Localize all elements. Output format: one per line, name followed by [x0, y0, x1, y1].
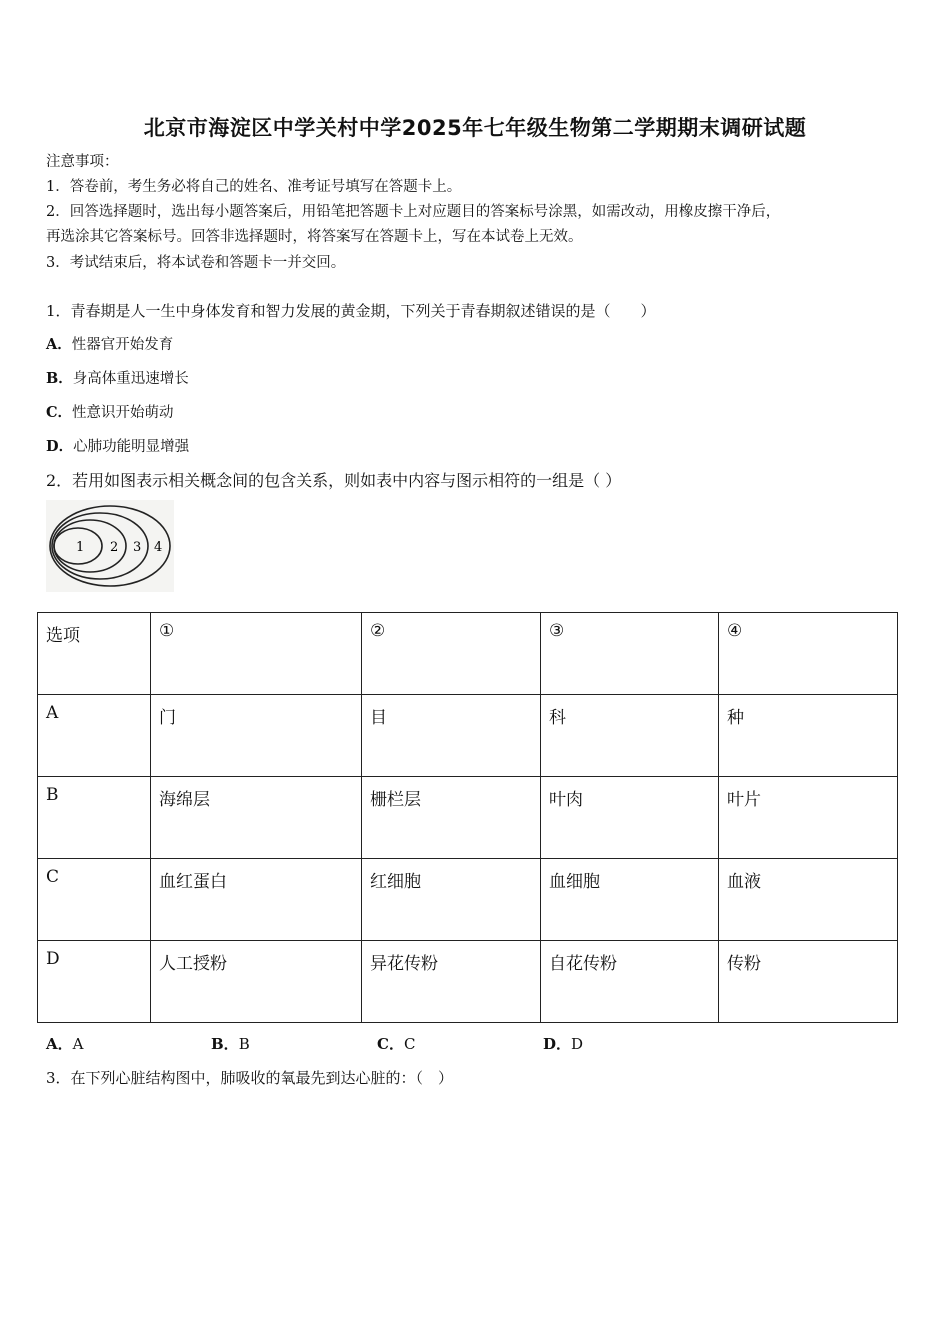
- table-cell: B: [38, 777, 151, 859]
- table-cell: 叶片: [719, 777, 898, 859]
- notice-item: 1．答卷前，考生务必将自己的姓名、准考证号填写在答题卡上。: [46, 179, 462, 195]
- table-header-cell: ④: [719, 613, 898, 695]
- question-1-option-c: [46, 403, 174, 423]
- table-cell: 血液: [719, 859, 898, 941]
- table-cell: C: [38, 859, 151, 941]
- diagram-label-2: 2: [110, 540, 119, 555]
- table-row: [38, 859, 898, 941]
- option-text: 性意识开始萌动: [72, 405, 174, 421]
- option-text: 身高体重迅速增长: [72, 371, 189, 387]
- table-cell: 自花传粉: [541, 941, 719, 1023]
- table-cell: 血细胞: [541, 859, 719, 941]
- option-letter: C．: [46, 404, 73, 421]
- option-letter: C．: [377, 1035, 404, 1053]
- table-header-row: [38, 613, 898, 695]
- diagram-label-3: 3: [133, 540, 142, 555]
- table-cell: 栅栏层: [362, 777, 541, 859]
- page-title: 北京市海淀区中学关村中学2025年七年级生物第二学期期末调研试题: [143, 116, 807, 140]
- table-header-cell: ③: [541, 613, 719, 695]
- table-cell: 海绵层: [151, 777, 362, 859]
- table-cell: 叶肉: [541, 777, 719, 859]
- table-cell: A: [38, 695, 151, 777]
- question-1-option-d: [46, 437, 189, 457]
- question-2-answer-d: [543, 1033, 583, 1054]
- table-header-cell: ①: [151, 613, 362, 695]
- question-2-table: [37, 612, 898, 1023]
- table-cell: 血红蛋白: [151, 859, 362, 941]
- table-row: [38, 777, 898, 859]
- option-text: 性器官开始发育: [71, 337, 174, 353]
- question-3-stem: 3．在下列心脏结构图中，肺吸收的氧最先到达心脏的：（ ）: [46, 1069, 454, 1087]
- table-cell: 人工授粉: [151, 941, 362, 1023]
- question-1-stem: 1．青春期是人一生中身体发育和智力发展的黄金期，下列关于青春期叙述错误的是（ ）: [46, 302, 656, 320]
- option-letter: B．: [211, 1035, 239, 1053]
- table-cell: D: [38, 941, 151, 1023]
- table-header-cell: 选项: [38, 613, 151, 695]
- question-1-option-a: [46, 335, 173, 355]
- option-text: A: [72, 1035, 84, 1053]
- diagram-label-4: 4: [154, 540, 163, 555]
- notice-item: 2．回答选择题时，选出每小题答案后，用铅笔把答题卡上对应题目的答案标号涂黑，如需改动，用橡皮擦干净后，: [46, 204, 781, 220]
- table-row: [38, 695, 898, 777]
- table-cell: 红细胞: [362, 859, 541, 941]
- table-cell: 门: [151, 695, 362, 777]
- notice-heading: 注意事项：: [46, 154, 119, 170]
- notice-item: 再选涂其它答案标号。回答非选择题时，将答案写在答题卡上，写在本试卷上无效。: [46, 229, 583, 245]
- notice-item: 3．考试结束后，将本试卷和答题卡一并交回。: [46, 255, 346, 271]
- option-letter: D．: [46, 438, 74, 455]
- option-letter: B．: [46, 370, 73, 387]
- option-letter: D．: [543, 1035, 572, 1053]
- option-letter: A．: [46, 336, 72, 353]
- option-letter: A．: [46, 1035, 73, 1053]
- option-text: C: [403, 1035, 416, 1053]
- question-2-answer-c: [377, 1033, 415, 1054]
- option-text: D: [571, 1035, 584, 1053]
- table-cell: 种: [719, 695, 898, 777]
- question-2-answer-b: [211, 1033, 250, 1054]
- nested-ellipses-diagram: [46, 500, 174, 592]
- table-cell: 异花传粉: [362, 941, 541, 1023]
- table-row: [38, 941, 898, 1023]
- question-1-option-b: [46, 369, 189, 389]
- table-cell: 传粉: [719, 941, 898, 1023]
- option-text: 心肺功能明显增强: [73, 439, 190, 455]
- option-text: B: [238, 1035, 250, 1053]
- table-header-cell: ②: [362, 613, 541, 695]
- table-cell: 目: [362, 695, 541, 777]
- table-cell: 科: [541, 695, 719, 777]
- question-2-answer-a: [46, 1033, 83, 1054]
- diagram-label-1: 1: [76, 540, 85, 555]
- question-2-stem: 2．若用如图表示相关概念间的包含关系，则如表中内容与图示相符的一组是（ ）: [46, 471, 622, 490]
